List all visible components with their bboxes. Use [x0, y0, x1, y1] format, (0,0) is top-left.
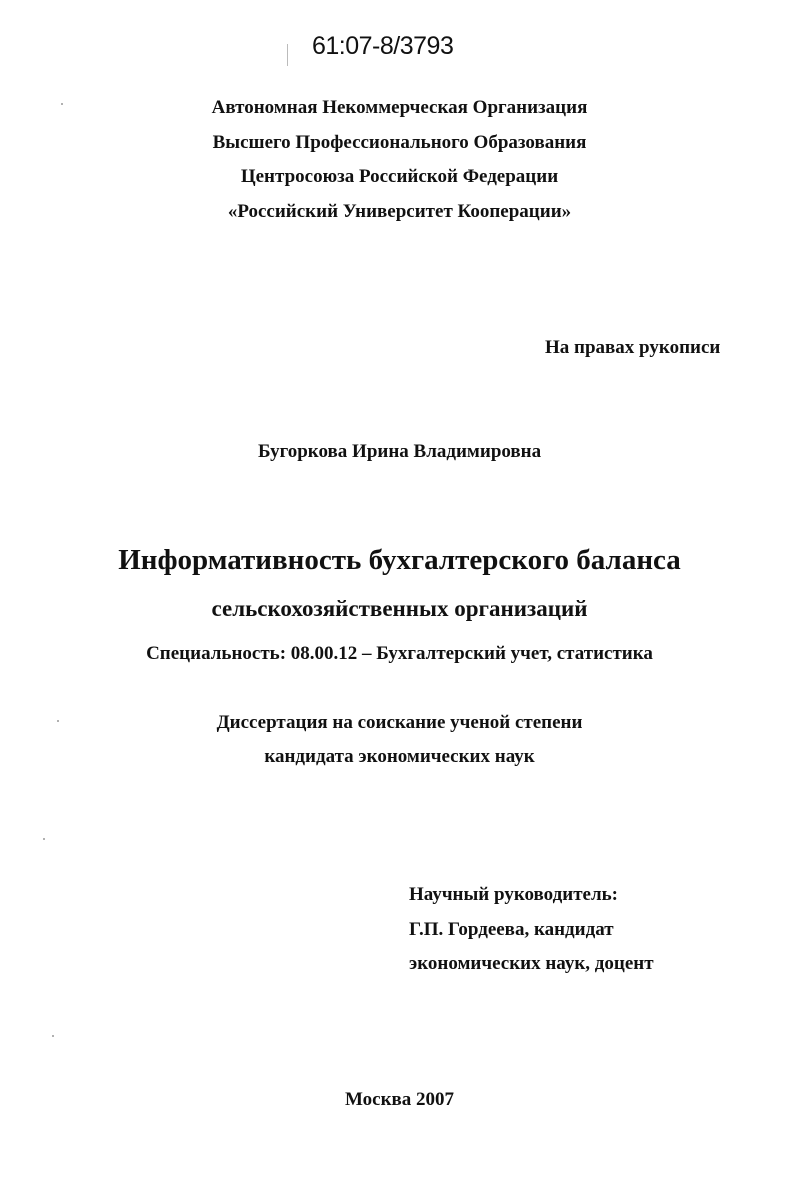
author-name: Бугоркова Ирина Владимировна — [258, 441, 542, 462]
scan-speck — [61, 103, 63, 105]
organization-line: Высшего Профессионального Образования — [212, 132, 587, 153]
scan-mark — [287, 44, 288, 66]
organization-line: «Российский Университет Кооперации» — [227, 201, 572, 222]
city-year: Москва 2007 — [344, 1089, 455, 1110]
organization-line: Центросоюза Российской Федерации — [240, 166, 559, 187]
specialty-line: Специальность: 08.00.12 – Бухгалтерский учет, статистика — [146, 643, 653, 664]
supervisor-name: Г.П. Гордеева, кандидат — [409, 919, 614, 940]
dissertation-subtitle: сельскохозяйственных организаций — [211, 596, 588, 621]
organization-line: Автономная Некоммерческая Организация — [211, 97, 588, 118]
supervisor-title: экономических наук, доцент — [409, 953, 654, 974]
scan-speck — [57, 720, 59, 722]
dissertation-title: Информативность бухгалтерского баланса — [118, 544, 681, 576]
archive-stamp: 61:07-8/3793 — [312, 32, 454, 60]
scan-speck — [52, 1035, 54, 1037]
supervisor-label: Научный руководитель: — [409, 884, 618, 905]
scan-speck — [43, 838, 45, 840]
degree-line: кандидата экономических наук — [264, 746, 535, 767]
manuscript-note: На правах рукописи — [545, 337, 721, 358]
degree-line: Диссертация на соискание ученой степени — [216, 712, 583, 733]
